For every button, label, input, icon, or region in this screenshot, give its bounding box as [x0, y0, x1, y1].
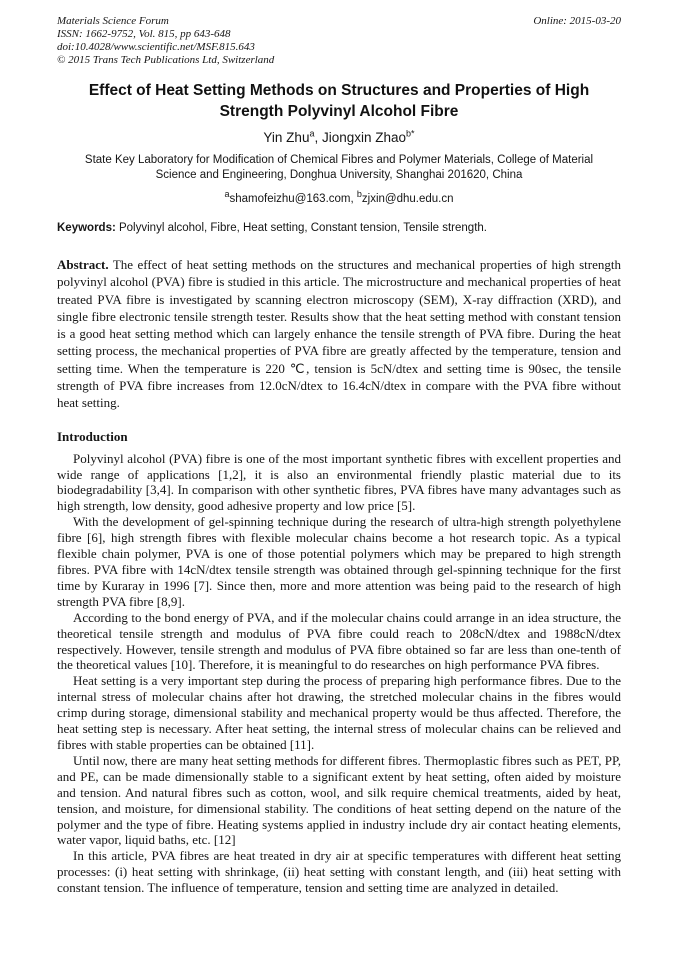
introduction-body: [57, 451, 621, 896]
doi-line: doi:10.4028/www.scientific.net/MSF.815.643: [57, 41, 255, 53]
introduction-paragraph: According to the bond energy of PVA, and if the molecular chains could arrange in an idea structure, the theoretical tensile strength and modulus of PVA fibre could reach to 208cN/dtex and 1988cN/dtex respectively. However, tensile strength and modulus of PVA fibre obtained so far are less than one-tenth of the theoretical values [10]. Therefore, it is meaningful to do researches on high performance PVA fibres.: [57, 609, 621, 673]
email-mark: b: [356, 189, 362, 200]
author-affiliation-mark: b*: [406, 128, 415, 139]
author-name: Yin Zhu: [263, 130, 310, 145]
author-separator: ,: [314, 130, 322, 145]
online-date: Online: 2015-03-20: [533, 15, 621, 27]
email-address: zjxin@dhu.edu.cn: [361, 193, 454, 205]
keywords-line: [57, 221, 621, 235]
paper-title: Effect of Heat Setting Methods on Structures and Properties of High Strength Polyvinyl Alcohol Fibre: [88, 82, 590, 120]
author-name: Jiongxin Zhao: [321, 130, 407, 145]
email-mark: a: [224, 189, 230, 200]
introduction-paragraph: With the development of gel-spinning technique during the research of ultra-high strength polyethylene fibre [6], high strength fibres with flexible molecular chains become a hot research topic. As a typical flexible chain polymer, PVA is one of those potential polymers which may be prepared to high strength fibres. PVA fibre with 14cN/dtex tensile strength was obtained through gel-spinning technique for the first time by Kuraray in 1996 [7]. Since then, more and more attention was being paid to the research of high strength PVA fibre [8,9].: [57, 514, 621, 609]
introduction-paragraph: Until now, there are many heat setting methods for different fibres. Thermoplastic fibres such as PET, PP, and PE, can be made dimensionally stable to a significant extent by heat setting, often aided by moisture and tension. And natural fibres such as cotton, wool, and silk require chemical treatments, aided by heat, tension, and moisture, for dimensional stability. The conditions of heat setting depend on the nature of the polymer and the type of fibre. Heating systems applied in industry include dry air contact heating elements, water vapor, liquid baths, etc. [12]: [57, 752, 621, 848]
introduction-paragraph: In this article, PVA fibres are heat treated in dry air at specific temperatures with different heat setting processes: (i) heat setting with shrinkage, (ii) heat setting with constant length, and (iii) heat setting with constant tension. The influence of temperature, tension and setting time are analyzed in detailed.: [57, 848, 621, 896]
abstract-label: Abstract.: [57, 257, 109, 272]
email-address: shamofeizhu@163.com: [229, 193, 351, 205]
introduction-heading: Introduction: [57, 428, 128, 444]
journal-name: Materials Science Forum: [57, 15, 169, 27]
journal-header: [57, 15, 621, 67]
affiliation: State Key Laboratory for Modification of Chemical Fibres and Polymer Materials, College of Material Science and Engineering, Donghua University, Shanghai 201620, China: [84, 154, 594, 181]
keywords-text: Polyvinyl alcohol, Fibre, Heat setting, Constant tension, Tensile strength.: [115, 222, 487, 234]
authors-line: [57, 129, 621, 146]
abstract: [57, 256, 621, 412]
author-affiliation-mark: a: [309, 128, 315, 139]
abstract-text: The effect of heat setting methods on the structures and mechanical properties of high strength polyvinyl alcohol (PVA) fibre is studied in this article. The microstructure and mechanical properties of heat treated PVA fibre is investigated by scanning electron microscopy (SEM), X-ray diffraction (XRD), and single fibre electronic tensile strength tester. Results show that the heat setting method with constant tension is a good heat setting method which can largely enhance the tensile strength of PVA fibre. During the heat setting process, the mechanical properties of PVA fibre are greatly affected by the temperature, tension and setting time. When the temperature is 220 ℃, tension is 5cN/dtex and setting time is 90sec, the tensile strength of PVA fibre increases from 12.0cN/dtex to 16.4cN/dtex in compare with the PVA fibre without heat setting.: [57, 257, 621, 411]
email-separator: ,: [350, 193, 357, 205]
introduction-paragraph: Polyvinyl alcohol (PVA) fibre is one of the most important synthetic fibres with excellent properties and wide range of applications [1,2], it is also an environmental friendly plastic material due to its biodegradability [3,4]. In comparison with other synthetic fibres, PVA fibres have many advantages such as high strength, low density, good adhesive property and low price [5].: [57, 450, 621, 514]
author-emails: [57, 189, 621, 206]
introduction-paragraph: Heat setting is a very important step during the process of preparing high performance fibres. Due to the internal stress of molecular chains after hot drawing, the stretched molecular chains in the fibres would crimp during storage, dimensional stability and mechanical property would be thus affected. Therefore, the heat setting step is necessary. After heat setting, the internal stress of molecular chains can be relieved and fibres with stable properties can be obtained [11].: [57, 673, 621, 752]
issn-volume-pages: ISSN: 1662-9752, Vol. 815, pp 643-648: [57, 28, 231, 40]
keywords-label: Keywords:: [57, 222, 116, 234]
copyright-line: © 2015 Trans Tech Publications Ltd, Switzerland: [57, 54, 275, 66]
journal-meta: [57, 15, 274, 67]
